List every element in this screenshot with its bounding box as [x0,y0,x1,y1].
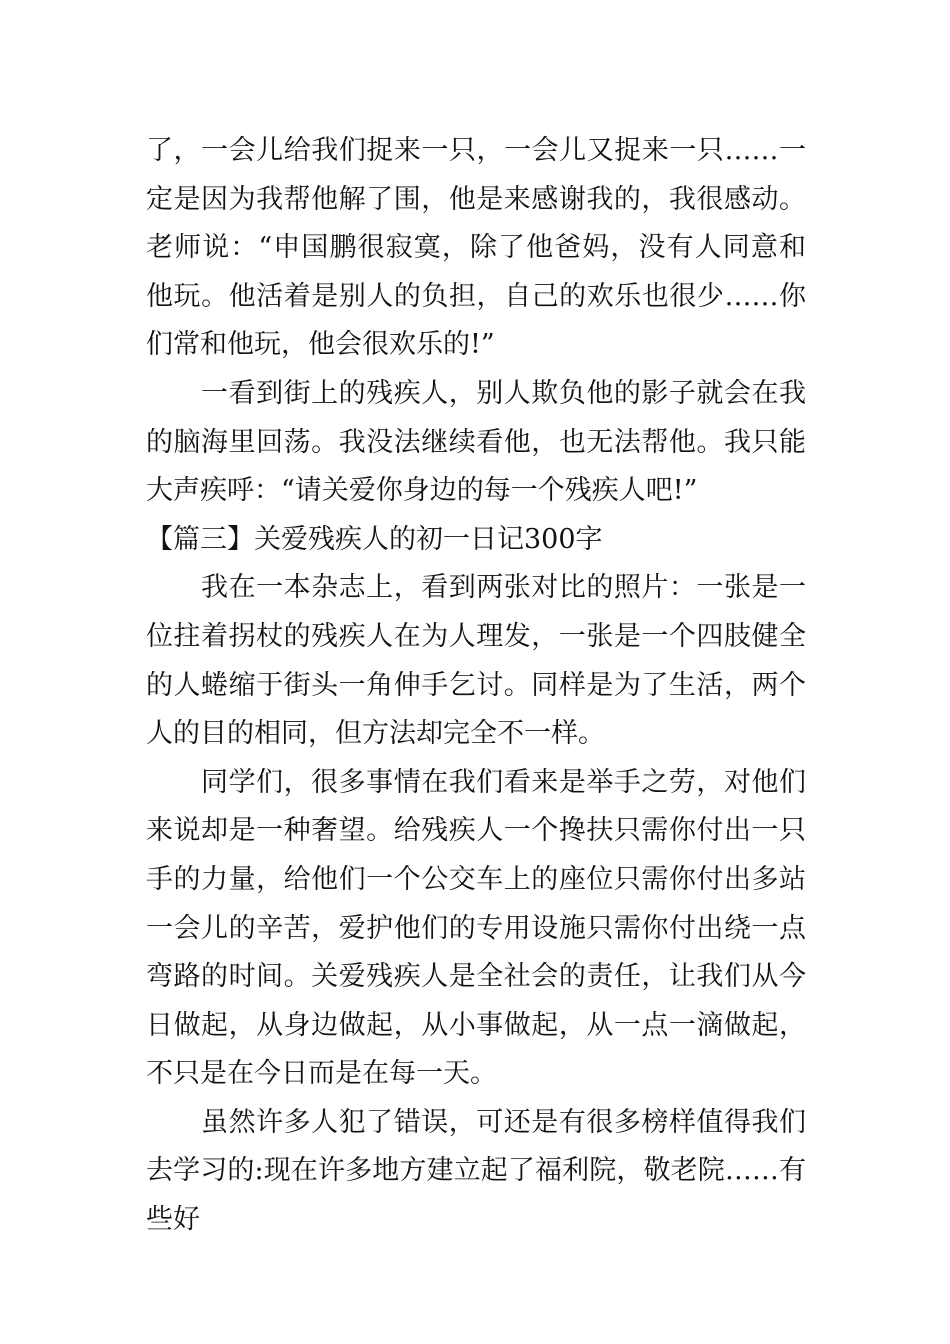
paragraph-magazine-photos: 我在一本杂志上，看到两张对比的照片：一张是一位拄着拐杖的残疾人在为人理发，一张是一个四肢健全的人蜷缩于街头一角伸手乞讨。同样是为了生活，两个人的目的相同，但方法却完全不一样。 [146,572,806,750]
paragraph-helping-hand: 同学们，很多事情在我们看来是举手之劳，对他们来说却是一种奢望。给残疾人一个搀扶只需你付出一只手的力量，给他们一个公交车上的座位只需你付出多站一会儿的辛苦，爱护他们的专用设施只需你付出绕一点弯路的时间。关爱残疾人是全社会的责任，让我们从今日做起，从身边做起，从小事做起，从一点一滴做起，不只是在今日而是在每一天。 [146,766,806,1090]
paragraph-street-disabled: 一看到街上的残疾人，别人欺负他的影子就会在我的脑海里回荡。我没法继续看他，也无法帮他。我只能大声疾呼：“请关爱你身边的每一个残疾人吧!” [146,377,806,507]
section-heading-part-three: 【篇三】关爱残疾人的初一日记300字 [146,523,603,555]
paragraph-continuation: 了，一会儿给我们捉来一只，一会儿又捉来一只……一定是因为我帮他解了围，他是来感谢我的，我很感动。老师说：“申国鹏很寂寞，除了他爸妈，没有人同意和他玩。他活着是别人的负担，自己的欢乐也很少……你们常和他玩，他会很欢乐的!” [146,135,806,361]
paragraph-role-models: 虽然许多人犯了错误，可还是有很多榜样值得我们去学习的:现在许多地方建立起了福利院，敬老院……有些好 [146,1106,806,1236]
article-body [146,127,806,1245]
